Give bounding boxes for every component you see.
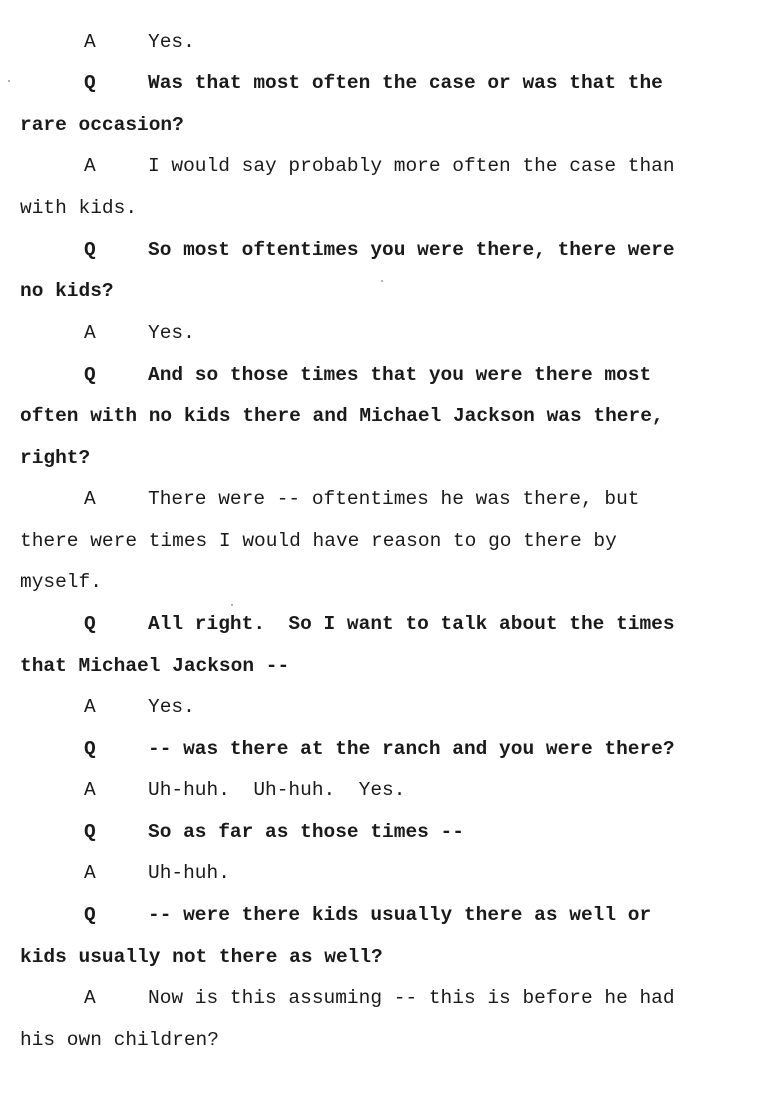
answer-text: Yes. xyxy=(148,31,195,53)
transcript-line xyxy=(0,609,761,639)
speaker-label: Q xyxy=(84,72,96,94)
transcript-line xyxy=(0,401,761,431)
question-text: And so those times that you were there most xyxy=(148,364,652,386)
answer-text: Yes. xyxy=(148,322,195,344)
answer-text: his own children? xyxy=(20,1029,219,1051)
transcript-line xyxy=(0,27,761,57)
transcript-line xyxy=(0,775,761,805)
speaker-label: Q xyxy=(84,738,96,760)
question-text: right? xyxy=(20,447,91,469)
speaker-label: A xyxy=(84,862,96,884)
scan-speck xyxy=(231,604,233,606)
transcript-line xyxy=(0,692,761,722)
answer-text: Yes. xyxy=(148,696,195,718)
transcript-line xyxy=(0,817,761,847)
answer-text: myself. xyxy=(20,571,102,593)
speaker-label: A xyxy=(84,488,96,510)
transcript-line xyxy=(0,942,761,972)
transcript-line xyxy=(0,235,761,265)
speaker-label: Q xyxy=(84,821,96,843)
answer-text: with kids. xyxy=(20,197,138,219)
answer-text: Uh-huh. xyxy=(148,862,230,884)
speaker-label: Q xyxy=(84,364,96,386)
question-text: no kids? xyxy=(20,280,114,302)
speaker-label: Q xyxy=(84,904,96,926)
transcript-line xyxy=(0,900,761,930)
question-text: often with no kids there and Michael Jackson was there, xyxy=(20,405,664,427)
question-text: -- were there kids usually there as well or xyxy=(148,904,652,926)
speaker-label: A xyxy=(84,31,96,53)
question-text: So most oftentimes you were there, there were xyxy=(148,239,675,261)
scan-speck xyxy=(8,80,10,82)
speaker-label: A xyxy=(84,987,96,1009)
answer-text: I would say probably more often the case than xyxy=(148,155,675,177)
answer-text: There were -- oftentimes he was there, but xyxy=(148,488,640,510)
question-text: -- was there at the ranch and you were there? xyxy=(148,738,675,760)
transcript-line xyxy=(0,526,761,556)
transcript-line xyxy=(0,983,761,1013)
speaker-label: A xyxy=(84,779,96,801)
question-text: kids usually not there as well? xyxy=(20,946,383,968)
transcript-line xyxy=(0,151,761,181)
answer-text: Uh-huh. Uh-huh. Yes. xyxy=(148,779,406,801)
question-text: All right. So I want to talk about the times xyxy=(148,613,675,635)
speaker-label: A xyxy=(84,322,96,344)
transcript-line xyxy=(0,110,761,140)
scan-speck xyxy=(381,280,383,282)
transcript-line xyxy=(0,651,761,681)
question-text: So as far as those times -- xyxy=(148,821,464,843)
transcript-line xyxy=(0,484,761,514)
transcript-line xyxy=(0,567,761,597)
transcript-line xyxy=(0,68,761,98)
transcript-line xyxy=(0,858,761,888)
transcript-line xyxy=(0,318,761,348)
transcript-line xyxy=(0,443,761,473)
speaker-label: A xyxy=(84,155,96,177)
transcript-line xyxy=(0,1025,761,1055)
transcript-line xyxy=(0,734,761,764)
answer-text: there were times I would have reason to go there by xyxy=(20,530,617,552)
speaker-label: A xyxy=(84,696,96,718)
transcript-line xyxy=(0,360,761,390)
question-text: rare occasion? xyxy=(20,114,184,136)
speaker-label: Q xyxy=(84,613,96,635)
speaker-label: Q xyxy=(84,239,96,261)
question-text: that Michael Jackson -- xyxy=(20,655,290,677)
question-text: Was that most often the case or was that the xyxy=(148,72,663,94)
transcript-line xyxy=(0,193,761,223)
answer-text: Now is this assuming -- this is before he had xyxy=(148,987,675,1009)
